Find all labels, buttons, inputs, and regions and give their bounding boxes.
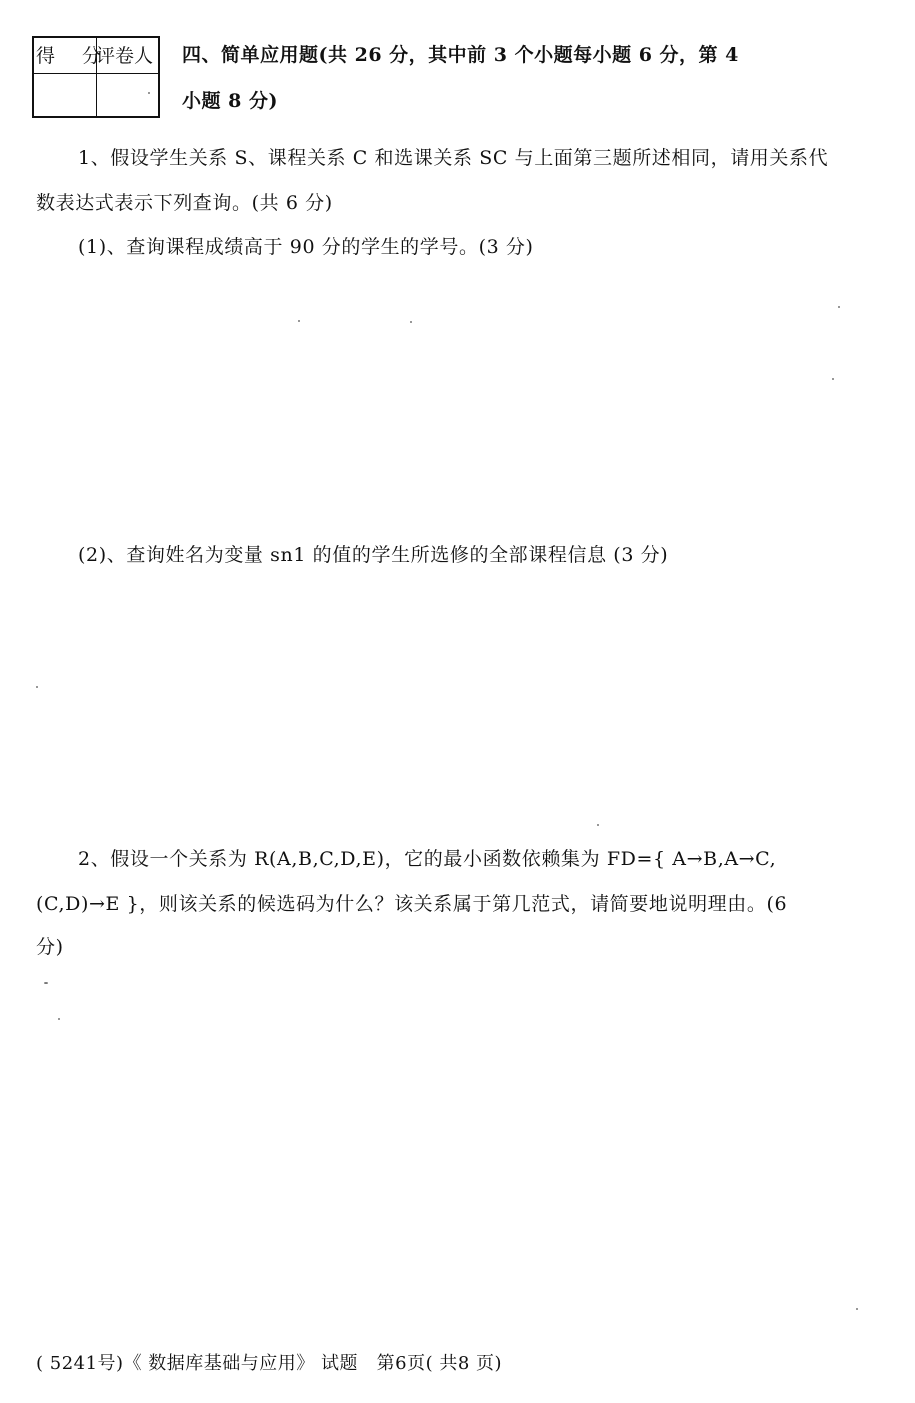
question1-stem-line1: 1、假设学生关系 S、课程关系 C 和选课关系 SC 与上面第三题所述相同，请用关系代 — [78, 147, 829, 169]
scan-speck — [410, 321, 412, 323]
question1-sub2: (2)、查询姓名为变量 sn1 的值的学生所选修的全部课程信息 (3 分) — [78, 544, 669, 566]
scan-speck — [298, 320, 300, 322]
question1-stem-line2: 数表达式表示下列查询。(共 6 分) — [36, 192, 333, 214]
question2-line3: 分) — [36, 936, 64, 958]
page-footer: ( 5241号)《 数据库基础与应用》 试题 第6页( 共8 页) — [36, 1353, 503, 1374]
scan-speck — [838, 306, 840, 308]
question1-sub1: (1)、查询课程成绩高于 90 分的学生的学号。(3 分) — [78, 236, 534, 258]
scan-speck — [597, 824, 599, 826]
section-title-continued: 小题 8 分) — [182, 90, 278, 112]
score-label: 得 分 — [36, 45, 102, 67]
grader-label: 评卷人 — [96, 45, 154, 67]
scan-speck — [856, 1308, 858, 1310]
scan-speck — [58, 1018, 60, 1020]
question2-line1: 2、假设一个关系为 R(A,B,C,D,E)，它的最小函数依赖集为 FD={ A→B,A→C, — [78, 848, 777, 870]
question2-line2: (C,D)→E }，则该关系的候选码为什么？该关系属于第几范式，请简要地说明理由。(6 — [36, 893, 788, 915]
section-title: 四、简单应用题(共 26 分，其中前 3 个小题每小题 6 分，第 4 — [182, 44, 739, 66]
score-box — [32, 36, 160, 118]
scan-speck — [148, 92, 150, 94]
scan-speck — [832, 378, 834, 380]
scan-speck — [44, 982, 48, 984]
score-box-divider-horizontal — [34, 73, 158, 74]
scan-speck — [36, 686, 38, 688]
